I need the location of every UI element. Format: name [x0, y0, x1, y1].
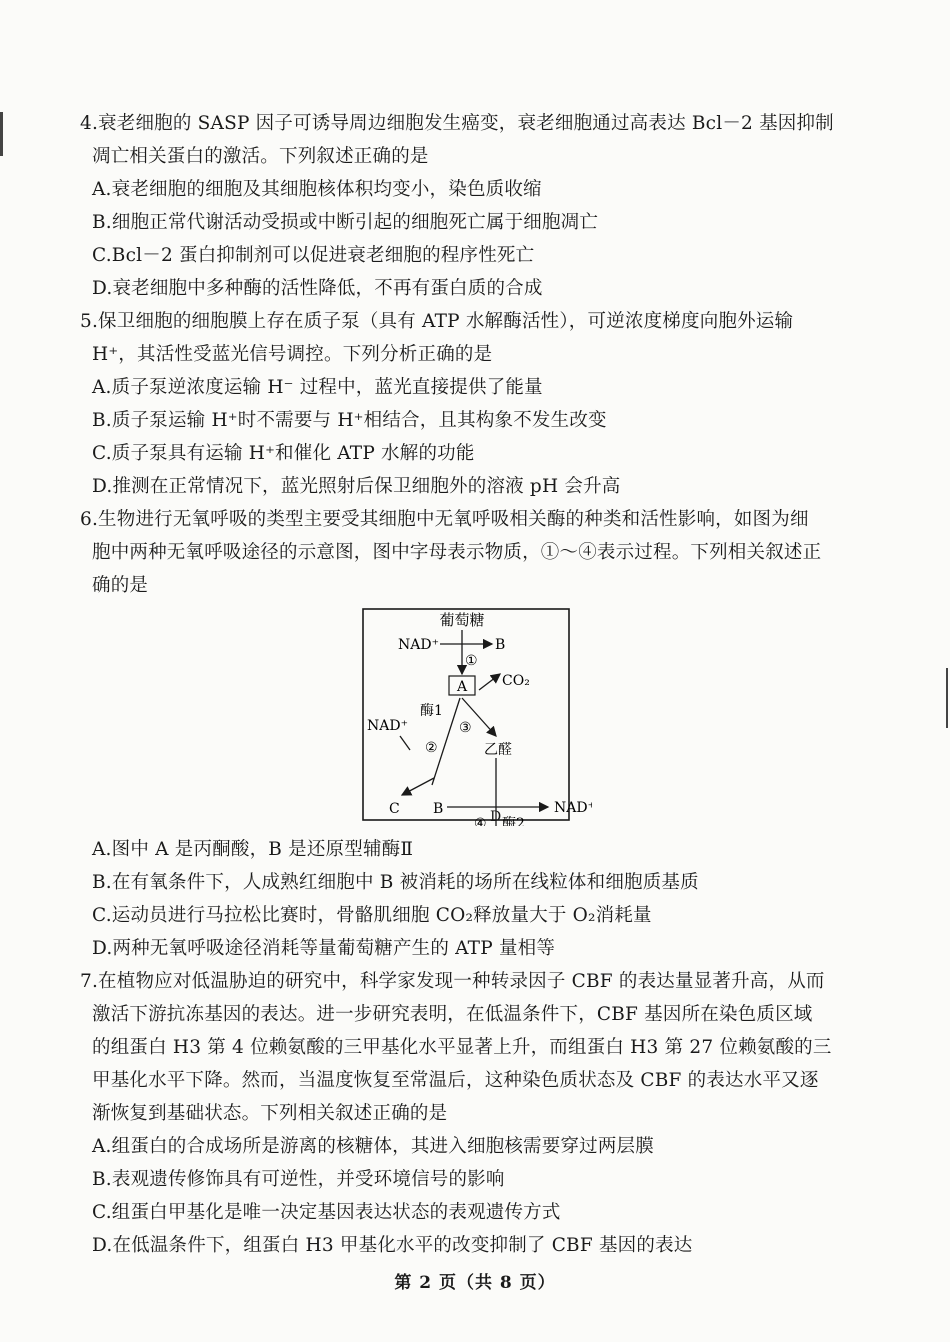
q4-option-d: D.衰老细胞中多种酶的活性降低，不再有蛋白质的合成 [92, 278, 543, 299]
q4-option-c: C.Bcl－2 蛋白抑制剂可以促进衰老细胞的程序性死亡 [92, 245, 535, 266]
q5-option-a: A.质子泵逆浓度运输 H⁻ 过程中，蓝光直接提供了能量 [92, 377, 543, 398]
q6-option-b: B.在有氧条件下，人成熟红细胞中 B 被消耗的场所在线粒体和细胞质基质 [92, 872, 699, 893]
pathway-svg [362, 608, 592, 826]
q5-option-c: C.质子泵具有运输 H⁺和催化 ATP 水解的功能 [92, 443, 475, 464]
acetaldehyde-label: 乙醛 [484, 742, 512, 758]
glucose-label: 葡萄糖 [439, 611, 485, 629]
q4-stem-line-2: 凋亡相关蛋白的激活。下列叙述正确的是 [92, 146, 429, 167]
q6-option-c: C.运动员进行马拉松比赛时，骨骼肌细胞 CO₂释放量大于 O₂消耗量 [92, 905, 652, 926]
co2-label: CO₂ [502, 673, 530, 689]
page-footer: 第 2 页（共 8 页） [394, 1273, 556, 1293]
arrow-to-c [402, 778, 434, 795]
q7-option-c: C.组蛋白甲基化是唯一决定基因表达状态的表观遗传方式 [92, 1202, 561, 1223]
q4-option-b: B.细胞正常代谢活动受损或中断引起的细胞死亡属于细胞凋亡 [92, 212, 599, 233]
step-3-label: ③ [459, 720, 472, 736]
nad-right-label: NAD⁺ [554, 800, 592, 816]
anaerobic-respiration-diagram [362, 608, 592, 826]
q7-stem-line-4: 甲基化水平下降。然而，当温度恢复至常温后，这种染色质状态及 CBF 的表达水平又逐 [92, 1070, 819, 1091]
q6-stem-line-2: 胞中两种无氧呼吸途径的示意图，图中字母表示物质，①～④表示过程。下列相关叙述正 [92, 542, 822, 563]
step-2-label: ② [425, 740, 438, 756]
q7-option-d: D.在低温条件下，组蛋白 H3 甲基化水平的改变抑制了 CBF 基因的表达 [92, 1235, 693, 1256]
scan-edge-mark [0, 112, 3, 156]
q4-option-a: A.衰老细胞的细胞及其细胞核体积均变小，染色质收缩 [92, 179, 542, 200]
q7-stem-line-1: 7.在植物应对低温胁迫的研究中，科学家发现一种转录因子 CBF 的表达量显著升高，从而 [80, 971, 825, 992]
diagram-frame [363, 609, 569, 820]
q6-stem-line-1: 6.生物进行无氧呼吸的类型主要受其细胞中无氧呼吸相关酶的种类和活性影响，如图为细 [80, 509, 809, 530]
q7-stem-line-2: 激活下游抗冻基因的表达。进一步研究表明，在低温条件下，CBF 基因所在染色质区域 [92, 1004, 813, 1025]
line-nad-left [400, 736, 410, 750]
q4-stem-line-1: 4.衰老细胞的 SASP 因子可诱导周边细胞发生癌变，衰老细胞通过高表达 Bcl－2 基因抑制 [80, 113, 834, 134]
step-1-label: ① [465, 653, 478, 669]
enzyme-1-label: 酶1 [420, 703, 443, 719]
q7-stem-line-3: 的组蛋白 H3 第 4 位赖氨酸的三甲基化水平显著上升，而组蛋白 H3 第 27 位赖氨酸的三 [92, 1037, 832, 1058]
q7-option-b: B.表观遗传修饰具有可逆性，并受环境信号的影响 [92, 1169, 505, 1190]
scan-edge-mark [946, 668, 948, 728]
q5-option-d: D.推测在正常情况下，蓝光照射后保卫细胞外的溶液 pH 会升高 [92, 476, 621, 497]
a-label: A [456, 679, 468, 695]
q5-option-b: B.质子泵运输 H⁺时不需要与 H⁺相结合，且其构象不发生改变 [92, 410, 607, 431]
nad-left-label: NAD⁺ [367, 718, 408, 734]
q5-stem-line-2: H⁺，其活性受蓝光信号调控。下列分析正确的是 [92, 344, 493, 365]
q6-option-d: D.两种无氧呼吸途径消耗等量葡萄糖产生的 ATP 量相等 [92, 938, 556, 959]
b-top-label: B [495, 637, 506, 653]
q6-stem-line-3: 确的是 [92, 575, 149, 596]
q6-option-a: A.图中 A 是丙酮酸，B 是还原型辅酶Ⅱ [92, 839, 414, 860]
q7-stem-line-5: 渐恢复到基础状态。下列相关叙述正确的是 [92, 1103, 448, 1124]
arrow-to-co2 [479, 674, 500, 690]
q5-stem-line-1: 5.保卫细胞的细胞膜上存在质子泵（具有 ATP 水解酶活性），可逆浓度梯度向胞外运输 [80, 311, 794, 332]
nad-top-label: NAD⁺ [398, 637, 439, 653]
c-label: C [389, 801, 400, 817]
b-mid-label: B [433, 801, 444, 817]
step-4-label: ④ [474, 816, 487, 826]
d-label: D [490, 809, 502, 825]
q7-option-a: A.组蛋白的合成场所是游离的核糖体，其进入细胞核需要穿过两层膜 [92, 1136, 654, 1157]
enzyme-2-label: 酶2 [502, 816, 525, 826]
